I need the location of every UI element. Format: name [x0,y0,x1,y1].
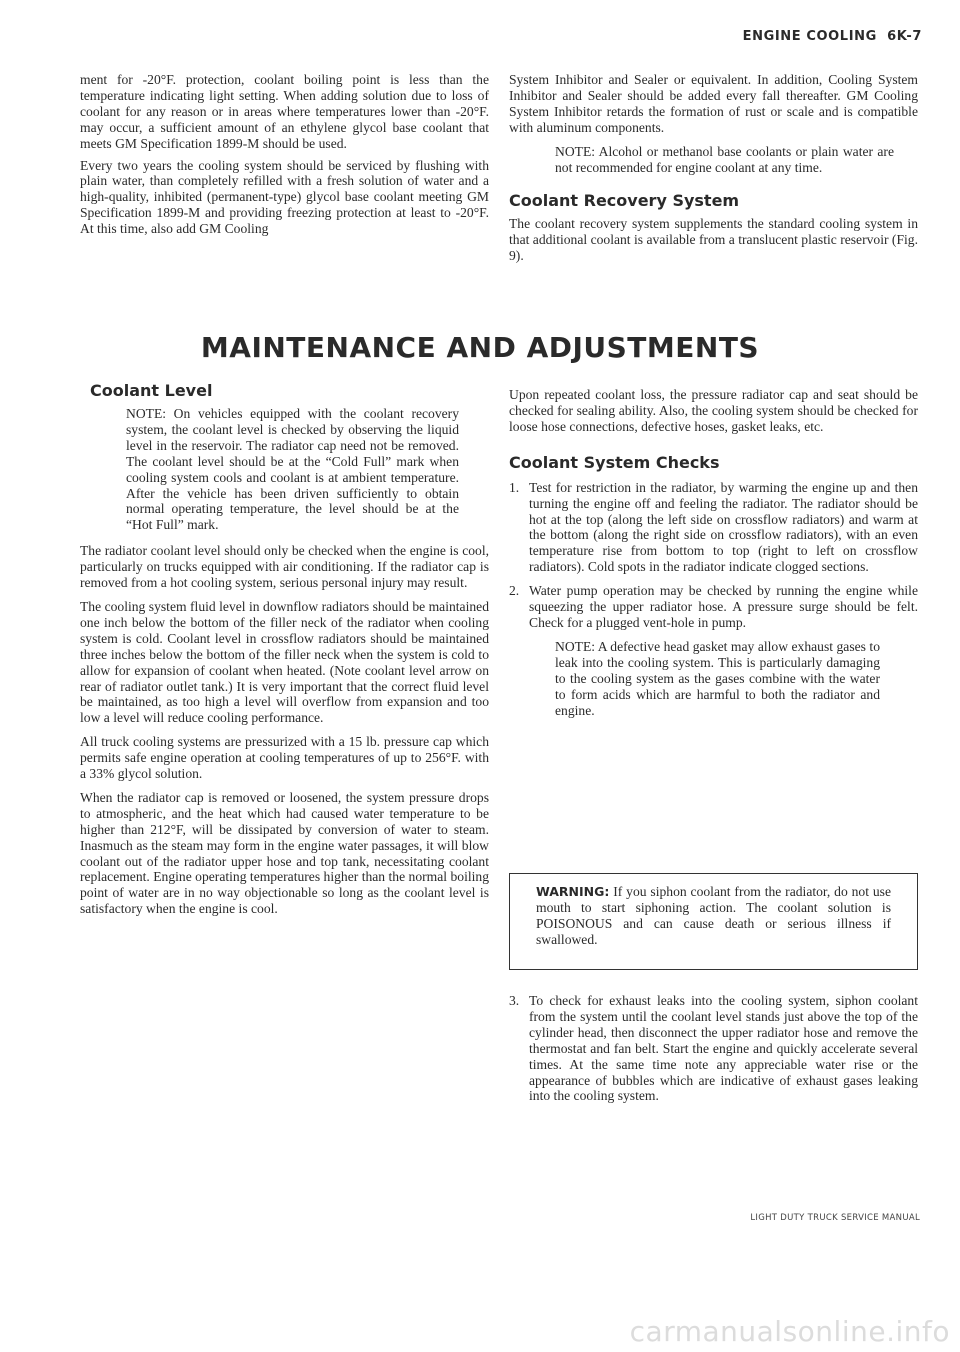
footer: LIGHT DUTY TRUCK SERVICE MANUAL [750,1213,920,1223]
page-header [743,29,922,44]
section-heading: Coolant System Checks [509,452,720,472]
top-right-column [509,72,918,264]
paragraph: The coolant recovery system supplements the standard cooling system in that additional coolant is available from a translucent plastic reservoir (Fig. 9). [509,216,918,264]
header-page-number: 6K-7 [887,29,922,44]
section-heading: Coolant Level [90,381,213,400]
warning-body: If you siphon coolant from the radiator, do not use mouth to start siphoning action. The coolant solution is POISONOUS and can cause death or serious illness if swallowed. [536,884,891,947]
header-section: ENGINE COOLING [742,29,877,44]
list-item [509,480,918,575]
paragraph: The cooling system fluid level in downflow radiators should be maintained one inch below the bottom of the filler neck of the radiator when cooling system is cold. Coolant level in crossflow radiators should be maintained three inches below the bottom of the filler neck when the system is cold to allow for expansion of coolant when heated. (Note coolant level arrow on rear of radiator outlet tank.) It is very important that the correct fluid level be maintained, as too high a level will overflow from expansion and too low a level will reduce cooling performance. [80,598,489,726]
paragraph: System Inhibitor and Sealer or equivalent. In addition, Cooling System Inhibitor and Sealer should be added every fall thereafter. GM Cooling System Inhibitor retards the formation of rust or scale and is compatible with aluminum components. [509,72,918,135]
paragraph: The radiator coolant level should only be checked when the engine is cool, particularly on trucks equipped with air conditioning. If the radiator cap is removed from a hot cooling system, serious personal injury may result. [80,543,489,591]
note: NOTE: Alcohol or methanol base coolants or plain water are not recommended for engine coolant at any time. [555,143,894,175]
section-heading: Coolant Recovery System [509,191,740,211]
paragraph: Upon repeated coolant loss, the pressure radiator cap and seat should be checked for sealing ability. Also, the cooling system should be checked for loose hose connections, defective hoses, gasket leaks, etc. [509,387,918,434]
top-left-column [80,72,489,237]
list-number: 3. [509,993,520,1008]
paragraph: All truck cooling systems are pressurized with a 15 lb. pressure cap which permits safe engine operation at cooling temperatures of up to 256°F. with a 33% glycol solution. [80,734,489,782]
right-column-continued [509,993,918,1104]
warning-text [536,884,891,948]
watermark: carmanualsonline.info [629,1315,950,1348]
note: NOTE: A defective head gasket may allow exhaust gases to leak into the cooling system. This is particularly damaging to the cooling system as the gases combine with the water to form acids which are harmful to both the radiator and engine. [555,638,880,718]
list-item [509,993,918,1104]
left-column [80,381,489,917]
page-title: MAINTENANCE AND ADJUSTMENTS [200,331,760,364]
paragraph: ment for -20°F. protection, coolant boiling point is less than the temperature indicating light setting. When adding solution due to loss of coolant for any reason or in areas where temperatures lower than -20°F. may occur, a sufficient amount of an ethylene glycol base coolant that meets GM Specification 1899-M should be used. [80,72,489,151]
list-number: 2. [509,583,520,599]
list-number: 1. [509,479,520,495]
paragraph: Every two years the cooling system should be serviced by flushing with plain water, than completely refilled with a fresh solution of water and a high-quality, inhibited (permanent-type) glycol base coolant meeting GM Specification 1899-M and providing freezing protection at least to -20°F. At this time, also add GM Cooling [80,157,489,237]
warning-label: WARNING: [536,884,610,899]
warning-box [509,873,918,970]
list-text: Test for restriction in the radiator, by warming the engine up and then turning the engine off and feeling the radiator. The radiator should be hot at the top (along the left side on crossflow radiators) and warm at the bottom (along the right side on crossflow radiators), with an even temperature rise from bottom to top (right to left on crossflow radiators). Cold spots in the radiator indicate clogged sections. [529,479,918,575]
right-column [509,387,918,718]
list-text: To check for exhaust leaks into the cooling system, siphon coolant from the system until the coolant level stands just above the top of the cylinder head, then disconnect the upper radiator hose and remove the thermostat and fan belt. Start the engine and quickly accelerate several times. At the same time note any appreciable water rise or the appearance of bubbles which are indicative of exhaust gases leaking into the cooling system. [529,993,918,1104]
note: NOTE: On vehicles equipped with the coolant recovery system, the coolant level is checked by observing the liquid level in the reservoir. The radiator cap need not be removed. The coolant level should be at the “Cold Full” mark when cooling system cools and coolant is at ambient temperature. After the vehicle has been driven sufficiently to obtain normal operating temperature, the level should be at the “Hot Full” mark. [126,406,459,533]
list-item [509,583,918,631]
paragraph: When the radiator cap is removed or loosened, the system pressure drops to atmospheric, and the heat which had caused water temperature to be higher than 212°F, will be dissipated by conversion of water to steam. Inasmuch as the steam may form in the engine water passages, it will blow coolant out of the radiator upper hose and top tank, necessitating coolant replacement. Engine operating temperatures higher than the normal boiling point of water are in no way objectionable so long as the coolant level is satisfactory when the engine is cool. [80,789,489,917]
list-text: Water pump operation may be checked by running the engine while squeezing the upper radiator hose. A pressure surge should be felt. Check for a plugged vent-hole in pump. [529,583,918,630]
